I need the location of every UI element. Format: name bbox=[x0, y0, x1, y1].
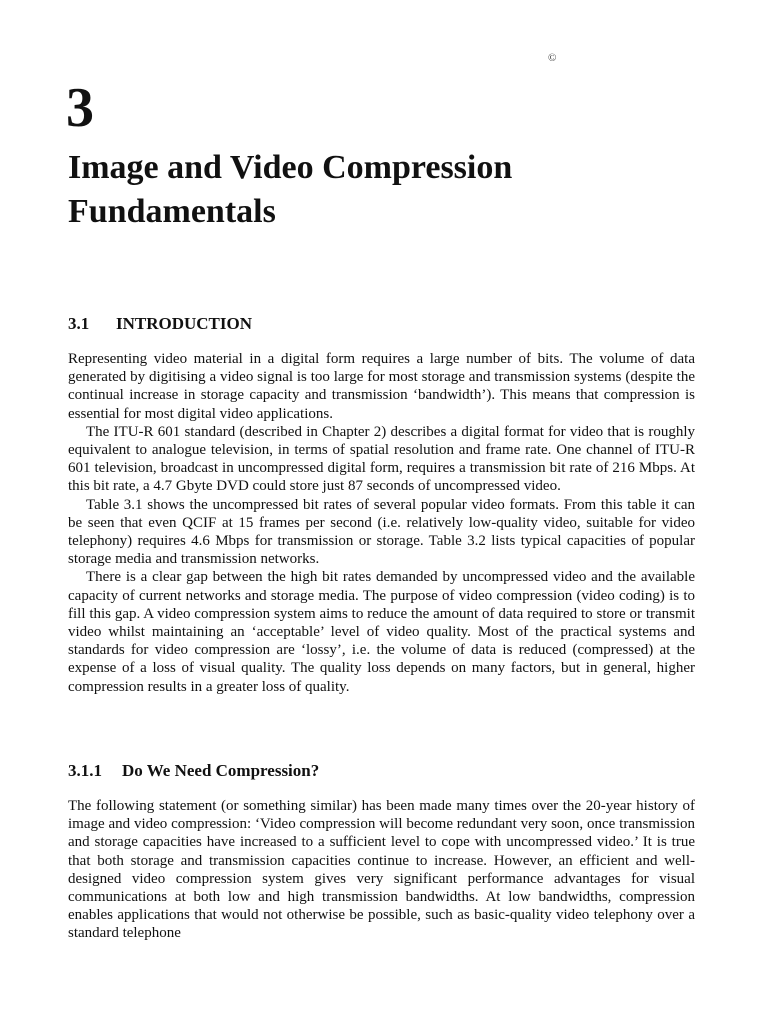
copyright-mark: © bbox=[548, 52, 557, 64]
section-number: 3.1 bbox=[68, 314, 90, 333]
subsection-number: 3.1.1 bbox=[68, 761, 102, 780]
section-title: INTRODUCTION bbox=[116, 314, 253, 333]
subsection-heading-need-compression bbox=[68, 761, 319, 781]
paragraph: There is a clear gap between the high bit rates demanded by uncompressed video and the available capacity of current networks and storage media. The purpose of video compression (video coding) is to fill this gap. A video compression system aims to reduce the amount of data required to store or transmit video whilst maintaining an ‘acceptable’ level of video quality. Most of the practical systems and standards for video compression are ‘lossy’, i.e. the volume of data is reduced (compressed) at the expense of a loss of visual quality. The quality loss depends on many factors, but in general, higher compression results in a greater loss of quality. bbox=[68, 569, 695, 695]
paragraph: The following statement (or something similar) has been made many times over the 20-year history of image and video compression: ‘Video compression will become redundant very soon, once transmission and storage capacities have increased to a sufficient level to cope with uncompressed video.’ It is true that both storage and transmission capacities continue to increase. However, an efficient and well-designed video compression system gives very significant performance advantages for visual communications at both low and high transmission bandwidths. At low bandwidths, compression enables applications that would not otherwise be possible, such as basic-quality video telephony over a standard telephone bbox=[68, 798, 695, 942]
paragraph: Representing video material in a digital form requires a large number of bits. The volume of data generated by digitising a video signal is too large for most storage and transmission systems (despite the continual increase in storage capacity and transmission ‘bandwidth’). This means that compression is essential for most digital video applications. bbox=[68, 351, 695, 422]
chapter-number: 3 bbox=[66, 77, 93, 139]
section-heading-introduction bbox=[68, 314, 252, 334]
introduction-body bbox=[68, 350, 695, 696]
paragraph: The ITU-R 601 standard (described in Chapter 2) describes a digital format for video that is roughly equivalent to analogue television, in terms of spatial resolution and frame rate. One channel of ITU-R 601 television, broadcast in uncompressed digital form, requires a transmission bit rate of 216 Mbps. At this bit rate, a 4.7 Gbyte DVD could store just 87 seconds of uncompressed video. bbox=[68, 423, 695, 495]
need-compression-body bbox=[68, 797, 695, 943]
chapter-title bbox=[68, 146, 708, 234]
chapter-title-line-2: Fundamentals bbox=[68, 193, 276, 230]
paragraph: Table 3.1 shows the uncompressed bit rates of several popular video formats. From this table it can be seen that even QCIF at 15 frames per second (i.e. relatively low-quality video, suitable for video telephony) requires 4.6 Mbps for transmission or storage. Table 3.2 lists typical capacities of popular storage media and transmission networks. bbox=[68, 496, 695, 568]
chapter-title-line-1: Image and Video Compression bbox=[68, 149, 513, 186]
subsection-title: Do We Need Compression? bbox=[122, 761, 320, 780]
